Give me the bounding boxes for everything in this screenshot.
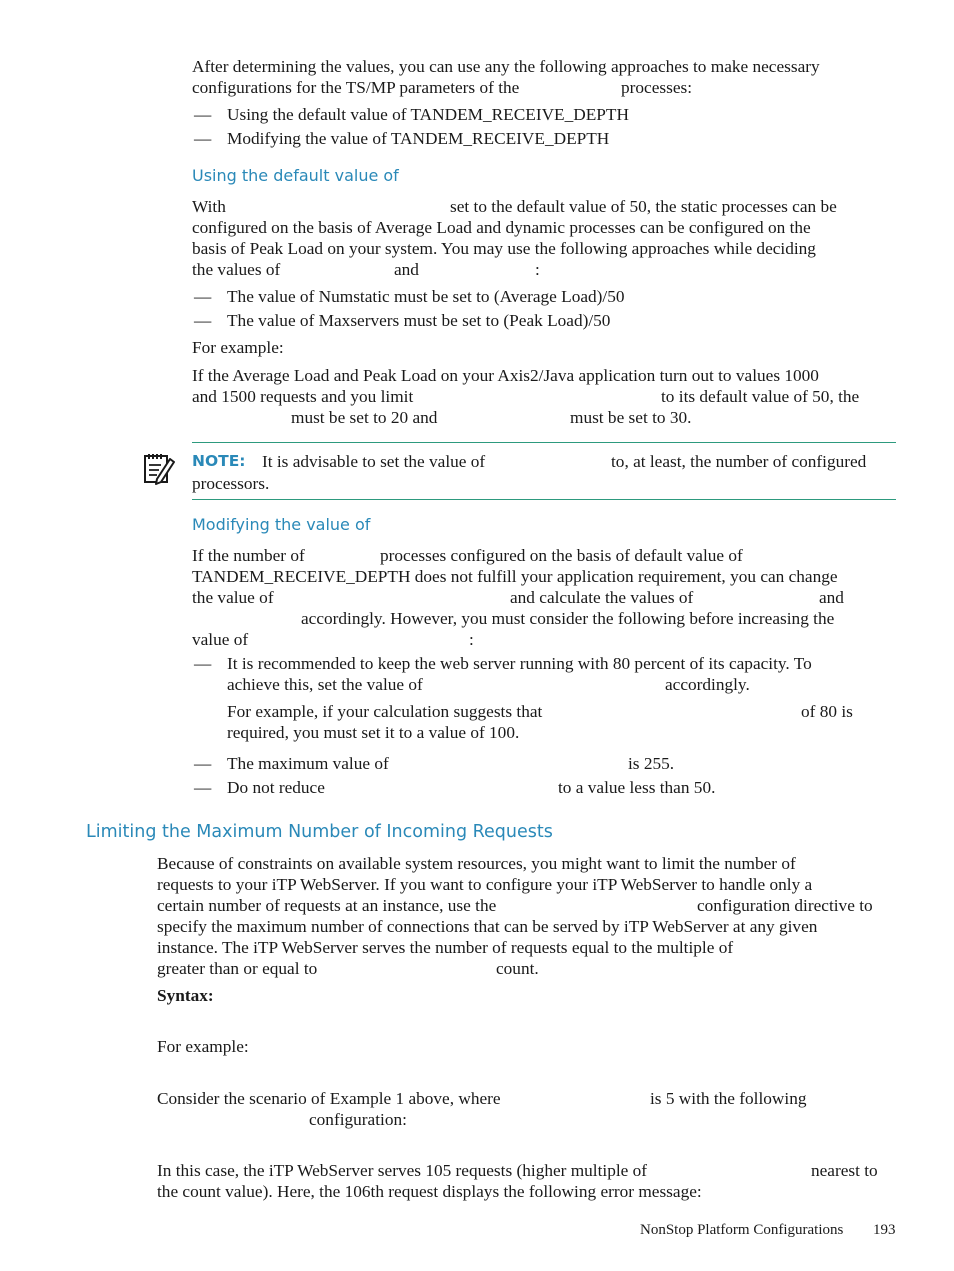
default-p1-l1a: With	[192, 197, 226, 216]
limit-l3a: certain number of requests at an instance, use the	[157, 896, 497, 915]
intro-line-2b: processes:	[621, 78, 693, 97]
modify-l2: TANDEM_RECEIVE_DEPTH does not fulfill your application requirement, you can change	[192, 567, 838, 586]
note-label: NOTE:	[192, 452, 246, 470]
intro-bullet-2: Modifying the value of TANDEM_RECEIVE_DEPTH	[227, 129, 610, 148]
modify-b2a: The maximum value of	[227, 754, 389, 773]
limit-c1b: is 5 with the following	[650, 1089, 807, 1108]
note-l2: processors.	[192, 474, 270, 493]
note-pencil-icon	[143, 451, 175, 485]
default-bullet-1: The value of Numstatic must be set to (Average Load)/50	[227, 287, 625, 306]
modify-l5b: :	[469, 630, 474, 649]
limit-l6a: greater than or equal to	[157, 959, 318, 978]
modify-l1a: If the number of	[192, 546, 305, 565]
default-example-l3b: must be set to 30.	[570, 408, 692, 427]
note-l1b: to, at least, the number of configured	[611, 452, 867, 471]
default-bullet-2: The value of Maxservers must be set to (Peak Load)/50	[227, 311, 611, 330]
modify-b2b: is 255.	[628, 754, 675, 773]
limit-c2: configuration:	[309, 1110, 407, 1129]
intro-line-1: After determining the values, you can use any the following approaches to make necessary	[192, 57, 820, 76]
intro-bullet-1: Using the default value of TANDEM_RECEIVE_DEPTH	[227, 105, 629, 124]
limit-example-label: For example:	[157, 1037, 249, 1056]
default-example-l3a: must be set to 20 and	[291, 408, 438, 427]
modify-l3c: and	[819, 588, 844, 607]
modify-b3a: Do not reduce	[227, 778, 325, 797]
note-top-rule	[192, 442, 896, 443]
bullet-dash: —	[194, 654, 212, 673]
default-p1-l4c: :	[535, 260, 540, 279]
bullet-dash: —	[194, 311, 212, 330]
modify-l3a: the value of	[192, 588, 274, 607]
note-l1a: It is advisable to set the value of	[262, 452, 486, 471]
syntax-label: Syntax:	[157, 986, 214, 1005]
intro-line-2a: configurations for the TS/MP parameters of the	[192, 78, 520, 97]
limit-l3b: configuration directive to	[697, 896, 873, 915]
default-example-l2b: to its default value of 50, the	[661, 387, 860, 406]
footer-title: NonStop Platform Configurations	[640, 1222, 844, 1238]
modify-b1-l2b: accordingly.	[665, 675, 750, 694]
default-p1-l4b: and	[394, 260, 419, 279]
modify-b1-l1: It is recommended to keep the web server running with 80 percent of its capacity. To	[227, 654, 812, 673]
bullet-dash: —	[194, 778, 212, 797]
modify-l4: accordingly. However, you must consider the following before increasing the	[301, 609, 835, 628]
page-number: 193	[873, 1222, 896, 1238]
bullet-dash: —	[194, 754, 212, 773]
limit-c1a: Consider the scenario of Example 1 above, where	[157, 1089, 501, 1108]
modify-l1b: processes configured on the basis of default value of	[380, 546, 743, 565]
limit-l2: requests to your iTP WebServer. If you want to configure your iTP WebServer to handle only a	[157, 875, 813, 894]
limit-l1: Because of constraints on available system resources, you might want to limit the number of	[157, 854, 796, 873]
default-p1-l3: basis of Peak Load on your system. You may use the following approaches while deciding	[192, 239, 816, 258]
heading-limiting-requests: Limiting the Maximum Number of Incoming Requests	[86, 822, 553, 842]
modify-b3b: to a value less than 50.	[558, 778, 716, 797]
limit-d1b: nearest to	[811, 1161, 878, 1180]
modify-b1-l2a: achieve this, set the value of	[227, 675, 423, 694]
default-example-l1: If the Average Load and Peak Load on your Axis2/Java application turn out to values 1000	[192, 366, 819, 385]
modify-l3b: and calculate the values of	[510, 588, 694, 607]
default-example-label: For example:	[192, 338, 284, 357]
heading-modifying-value: Modifying the value of	[192, 515, 371, 534]
bullet-dash: —	[194, 129, 212, 148]
limit-l5: instance. The iTP WebServer serves the number of requests equal to the multiple of	[157, 938, 734, 957]
modify-b1-ex-l1a: For example, if your calculation suggests that	[227, 702, 543, 721]
default-example-l2a: and 1500 requests and you limit	[192, 387, 414, 406]
modify-b1-ex-l1b: of 80 is	[801, 702, 853, 721]
limit-l6b: count.	[496, 959, 539, 978]
modify-b1-ex-l2: required, you must set it to a value of 100.	[227, 723, 520, 742]
limit-d1a: In this case, the iTP WebServer serves 105 requests (higher multiple of	[157, 1161, 648, 1180]
default-p1-l1b: set to the default value of 50, the static processes can be	[450, 197, 837, 216]
bullet-dash: —	[194, 287, 212, 306]
limit-l4: specify the maximum number of connections that can be served by iTP WebServer at any given	[157, 917, 818, 936]
note-bottom-rule	[192, 499, 896, 500]
bullet-dash: —	[194, 105, 212, 124]
modify-l5a: value of	[192, 630, 249, 649]
heading-using-default: Using the default value of	[192, 166, 399, 185]
default-p1-l2: configured on the basis of Average Load and dynamic processes can be configured on the	[192, 218, 811, 237]
default-p1-l4a: the values of	[192, 260, 281, 279]
limit-d2: the count value). Here, the 106th request displays the following error message:	[157, 1182, 702, 1201]
